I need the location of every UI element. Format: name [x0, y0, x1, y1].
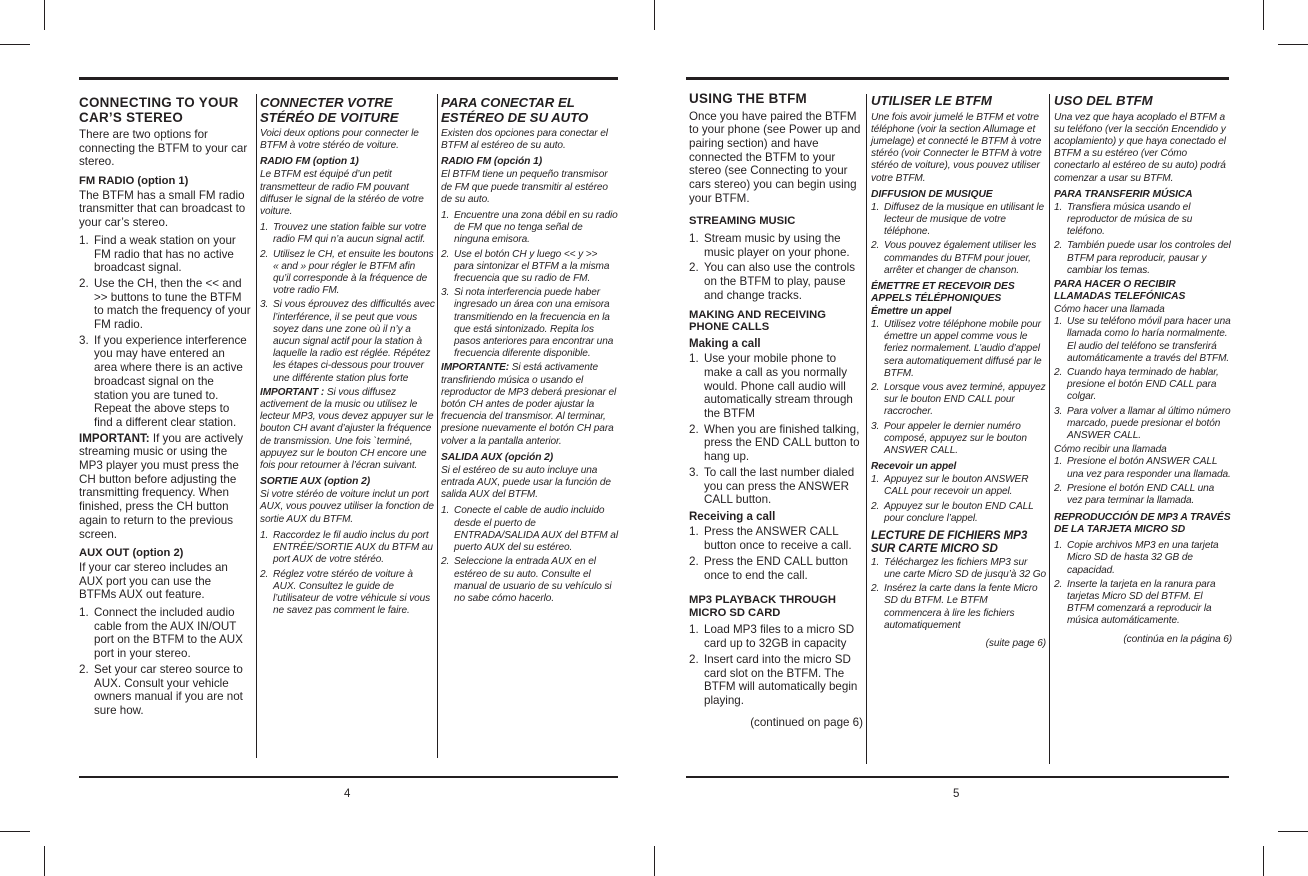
bottom-rule: [79, 776, 618, 778]
crop-mark: [1278, 831, 1308, 832]
list-item: 2. Appuyez sur le bouton END CALL pour conclure l’appel.: [871, 500, 1034, 524]
list-item: 1. Diffusez de la musique en utilisant le lecteur de musique de votre téléphone.: [871, 201, 1045, 238]
aux-heading: SALIDA AUX (opción 2): [441, 451, 554, 463]
important-note: IMPORTANT: If you are actively streaming music or using the MP3 player you must press the CH button before adjusting the transmitting frequency. When finished, press the CH button again to return to the previous screen.: [79, 431, 244, 541]
making-call-heading: Making a call: [689, 337, 761, 350]
important-note: IMPORTANTE: Si está activamente transfiriendo música o usando el reproductor de MP3 deberá presionar el botón CH antes de poder ajustar la frecuencia del transmisor. Al terminar, presione nuevamente el botón CH para volver a la pantalla anterior.: [441, 362, 617, 447]
page-number: 5: [953, 788, 960, 800]
list-item: 1. Utilisez votre téléphone mobile pour émettre un appel comme vous le feriez normalement. L’audio d’appel sera automatiquement diffusé par le BTFM.: [871, 318, 1042, 379]
aux-steps: [441, 505, 618, 605]
list-item: 1. Use su teléfono móvil para hacer una llamada como lo haría normalmente. El audio del teléfono se transferirá automáticamente a través del BTFM.: [1054, 316, 1231, 364]
fm-steps: [441, 210, 618, 360]
calls-heading: ÉMETTRE ET RECEVOIR DES APPELS TÉLÉPHONIQUES: [871, 280, 1015, 304]
section-title: UTILISER LE BTFM: [871, 93, 992, 108]
section-title: CONNECTING TO YOUR CAR’S STEREO: [79, 95, 239, 125]
crop-mark: [1278, 44, 1308, 45]
list-item: 2. También puede usar los controles del BTFM para reproducir, pausar y cambiar los temas.: [1054, 240, 1231, 276]
column-divider: [866, 94, 867, 764]
list-item: 2. Presione el botón END CALL una vez para terminar la llamada.: [1054, 482, 1215, 506]
list-item: 1. Connect the included audio cable from the AUX IN/OUT port on the BTFM to the AUX port in your stereo.: [79, 605, 243, 661]
list-item: 2. Lorsque vous avez terminé, appuyez sur le bouton END CALL pour raccrocher.: [871, 381, 1046, 418]
receiving-call-heading: Cómo recibir una llamada: [1054, 444, 1167, 456]
list-item: 3. Si vous éprouvez des difficultés avec l’interférence, il se peut que vous soyez dans une zone où il n’y a aucun signal actif pour la station à laquelle la radio est réglée. Répétez les étapes ci-dessous pour trouver une différente station plus forte: [260, 299, 435, 384]
list-item: 1. Téléchargez les fichiers MP3 sur une carte Micro SD de jusqu’à 32 Go: [871, 556, 1047, 580]
intro-text: Voici deux options pour connecter le BTFM à votre stéréo de voiture.: [260, 128, 419, 152]
list-item: 2. Set your car stereo source to AUX. Consult your vehicle owners manual if you are not sure how.: [79, 662, 243, 717]
receiving-call-steps: [871, 474, 1046, 525]
making-call-steps: [689, 352, 863, 507]
crop-mark: [44, 846, 45, 876]
crop-mark: [654, 846, 655, 876]
list-item: 1. Encuentre una zona débil en su radio de FM que no tenga señal de ninguna emisora.: [441, 210, 618, 246]
list-item: 2. Cuando haya terminado de hablar, presione el botón END CALL para colgar.: [1054, 366, 1219, 403]
continued-note: (continued on page 6): [750, 715, 863, 729]
streaming-steps: [689, 232, 863, 303]
continued-note: (continúa en la página 6): [1123, 633, 1232, 645]
aux-intro: If your car stereo includes an AUX port you can use the BTFMs AUX out feature.: [79, 560, 228, 602]
important-label: IMPORTANT :: [260, 386, 325, 398]
list-item: 1. Presione el botón ANSWER CALL una vez para responder una llamada.: [1054, 456, 1231, 480]
receiving-call-steps: [689, 525, 863, 582]
column-divider: [437, 94, 438, 758]
bottom-rule: [686, 776, 1229, 778]
important-note: IMPORTANT : Si vous diffusez activement de la music ou utilisez le lecteur MP3, vous devez appuyer sur le bouton CH avant d’ajuster la fréquence de transmission. Une fois `terminé, appuyez sur le bouton CH encore une fois pour retourner à l’écran suivant.: [260, 386, 434, 472]
column-divider: [1049, 94, 1050, 764]
page5-french-column: [871, 94, 1046, 650]
streaming-steps: [871, 202, 1046, 277]
section-title: PARA CONECTAR EL ESTÉREO DE SU AUTO: [441, 95, 589, 125]
important-label: IMPORTANT:: [79, 431, 150, 445]
top-rule: [686, 77, 1229, 80]
aux-intro: Si el estéreo de su auto incluye una entrada AUX, puede usar la función de salida AUX del BTFM.: [441, 464, 611, 501]
streaming-heading: STREAMING MUSIC: [689, 215, 796, 228]
crop-mark: [654, 0, 655, 30]
list-item: 3. To call the last number dialed you can press the ANSWER CALL button.: [689, 465, 855, 507]
list-item: 1. Copie archivos MP3 en una tarjeta Micro SD de hasta 32 GB de capacidad.: [1054, 540, 1219, 576]
receiving-call-heading: Recevoir un appel: [871, 461, 957, 473]
list-item: 1. Conecte el cable de audio incluido desde el puerto de ENTRADA/SALIDA AUX del BTFM al puerto AUX del su estéreo.: [441, 505, 618, 554]
fm-heading: RADIO FM (option 1): [260, 156, 359, 168]
list-item: 2. Utilisez le CH, et ensuite les boutons « and » pour régler le BTFM afin qu’il corresponde à la fréquence de votre radio FM.: [260, 248, 434, 297]
list-item: 2. You can also use the controls on the BTFM to play, pause and change tracks.: [689, 261, 856, 302]
intro-text: Una vez que haya acoplado el BTFM a su teléfono (ver la sección Encendido y acoplamiento) y que haya conectado el BTFM a su estéreo (ver Cómo conectarlo al estéreo de su auto) podrá comenzar a usar su BTFM.: [1054, 111, 1226, 184]
list-item: 2. Use the CH, then the << and >> buttons to tune the BTFM to match the frequency of your FM radio.: [79, 276, 251, 332]
list-item: 1. Press the ANSWER CALL button once to receive a call.: [689, 525, 852, 553]
list-item: 2. Use el botón CH y luego << y >> para sintonizar el BTFM a la misma frecuencia que su radio de FM.: [441, 248, 610, 285]
list-item: 2. Insert card into the micro SD card slot on the BTFM. The BTFM will automatically begin playing.: [689, 652, 858, 707]
page4-french-column: [260, 96, 435, 619]
important-label: IMPORTANTE:: [441, 362, 510, 374]
crop-mark: [0, 831, 30, 832]
mp3-steps: [871, 557, 1046, 632]
crop-mark: [1263, 0, 1264, 30]
crop-mark: [1263, 846, 1264, 876]
mp3-heading: LECTURE DE FICHIERS MP3 SUR CARTE MICRO SD: [871, 528, 1028, 556]
aux-steps: [79, 606, 251, 718]
list-item: 2. Inserte la tarjeta en la ranura para tarjetas Micro SD del BTFM. El BTFM comenzará a reproducir la música automáticamente.: [1054, 578, 1216, 627]
list-item: 1. Load MP3 files to a micro SD card up to 32GB in capacity: [689, 623, 855, 651]
aux-steps: [260, 530, 435, 617]
list-item: 3. Pour appeler le dernier numéro composé, appuyez sur le bouton ANSWER CALL.: [871, 420, 1027, 456]
section-title: USO DEL BTFM: [1054, 93, 1153, 108]
list-item: 1. Find a weak station on your FM radio that has no active broadcast signal.: [79, 233, 236, 275]
calls-heading: MAKING AND RECEIVING PHONE CALLS: [689, 308, 826, 334]
intro-text: Une fois avoir jumelé le BTFM et votre téléphone (voir la section Allumage et jumelage) et connecté le BTFM à votre stéréo (voir Connecter le BTFM à votre stéréo de voiture), vous pouvez utiliser votre BTFM.: [871, 111, 1042, 184]
section-title: CONNECTER VOTRE STÉRÉO DE VOITURE: [260, 95, 399, 125]
list-item: 3. Si nota interferencia puede haber ingresado un área con una emisora transmitiendo en la frecuencia en la que está sintonizado. Repita los pasos anteriores para encontrar una frecuencia diferente disponible.: [441, 287, 614, 360]
list-item: 1. Raccordez le fil audio inclus du port ENTRÉE/SORTIE AUX du BTFM au port AUX de votre stéréo.: [260, 529, 433, 566]
crop-mark: [0, 44, 30, 45]
page5-spanish-column: [1054, 94, 1232, 646]
mp3-steps: [689, 623, 863, 707]
column-divider: [256, 94, 257, 758]
section-title: USING THE BTFM: [689, 91, 808, 106]
fm-intro: The BTFM has a small FM radio transmitter that can broadcast to your car’s stereo.: [79, 188, 246, 230]
list-item: 1. Stream music by using the music player on your phone.: [689, 232, 850, 259]
list-item: 2. Insérez la carte dans la fente Micro SD du BTFM. Le BTFM commencera à lire les fichiers automatiquement: [871, 583, 1038, 631]
making-call-heading: Émettre un appel: [871, 305, 952, 317]
receiving-call-heading: Receiving a call: [689, 510, 776, 523]
page4-spanish-column: [441, 96, 618, 607]
making-call-steps: [1054, 316, 1232, 442]
continued-note: (suite page 6): [985, 638, 1046, 650]
list-item: 2. When you are finished talking, press the END CALL button to hang up.: [689, 422, 860, 464]
fm-intro: El BTFM tiene un pequeño transmisor de FM que puede transmitir al estéreo de su auto.: [441, 169, 608, 205]
top-rule: [79, 77, 618, 80]
list-item: 3. Para volver a llamar al último número marcado, puede presionar el botón ANSWER CALL.: [1054, 405, 1231, 441]
fm-steps: [260, 222, 435, 385]
intro-text: Existen dos opciones para conectar el BTFM al estéreo de su auto.: [441, 128, 608, 152]
page4-english-column: [79, 96, 251, 720]
receiving-call-steps: [1054, 456, 1232, 507]
aux-heading: SORTIE AUX (option 2): [260, 476, 371, 488]
fm-intro: Le BTFM est équipé d’un petit transmetteur de radio FM pouvant diffuser le signal de la stéréo de votre voiture.: [260, 169, 424, 218]
aux-intro: Si votre stéréo de voiture inclut un port AUX, vous pouvez utiliser la fonction de sortie AUX du BTFM.: [260, 489, 434, 525]
fm-heading: RADIO FM (opción 1): [441, 156, 543, 168]
aux-heading: AUX OUT (option 2): [79, 547, 184, 560]
page5-english-column: [689, 92, 863, 729]
mp3-heading: REPRODUCCIÓN DE MP3 A TRAVÉS DE LA TARJETA MICRO SD: [1054, 512, 1231, 536]
mp3-heading: MP3 PLAYBACK THROUGH MICRO SD CARD: [689, 594, 836, 619]
crop-mark: [44, 0, 45, 30]
page-number: 4: [344, 788, 351, 800]
fm-heading: FM RADIO (option 1): [79, 175, 189, 188]
calls-heading: PARA HACER O RECIBIR LLAMADAS TELEFÓNICAS: [1054, 278, 1186, 302]
streaming-steps: [1054, 202, 1232, 277]
fm-steps: [79, 234, 251, 430]
streaming-heading: PARA TRANSFERIR MÚSICA: [1054, 188, 1193, 200]
streaming-heading: DIFFUSION DE MUSIQUE: [871, 188, 993, 200]
list-item: 3. If you experience interference you may have entered an area where there is an active broadcast signal on the station you are tuned to. Repeat the above steps to find a different clear station.: [79, 333, 247, 429]
list-item: 1. Transfiera música usando el reproductor de música de su teléfono.: [1054, 201, 1193, 238]
list-item: 1. Trouvez une station faible sur votre radio FM qui n’a aucun signal actif.: [260, 222, 427, 246]
list-item: 2. Vous pouvez également utiliser les commandes du BTFM pour jouer, arrêter et changer de chanson.: [871, 240, 1037, 276]
mp3-steps: [1054, 540, 1232, 627]
list-item: 2. Press the END CALL button once to end the call.: [689, 554, 848, 582]
making-call-heading: Cómo hacer una llamada: [1054, 303, 1165, 315]
list-item: 1. Use your mobile phone to make a call as you normally would. Phone call audio will automatically stream through the BTFM: [689, 352, 853, 421]
list-item: 2. Seleccione la entrada AUX en el estéreo de su auto. Consulte el manual de usuario de su vehículo si no sabe cómo hacerlo.: [441, 556, 612, 604]
intro-text: There are two options for connecting the BTFM to your car stereo.: [79, 128, 248, 169]
intro-text: Once you have paired the BTFM to your phone (see Power up and pairing section) and have connected the BTFM to your stereo (see Connecting to your cars stereo) you can begin using your BTFM.: [689, 109, 861, 205]
list-item: 1. Appuyez sur le bouton ANSWER CALL pour recevoir un appel.: [871, 474, 1029, 498]
making-call-steps: [871, 319, 1046, 457]
list-item: 2. Réglez votre stéréo de voiture à AUX. Consultez le guide de l’utilisateur de votre véhicule si vous ne savez pas comment le faire.: [260, 568, 431, 617]
